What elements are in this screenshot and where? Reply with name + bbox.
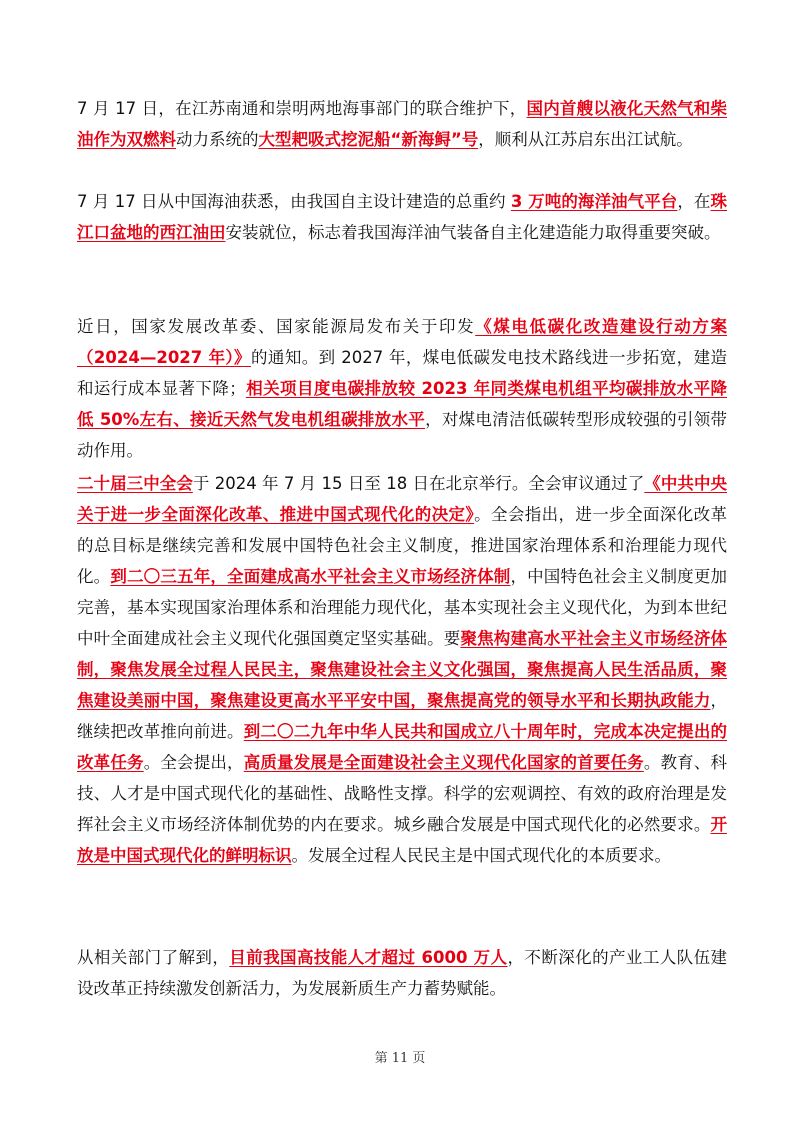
highlighted-text: 《煤电低碳化改造建设行动方案（2024—2027 年）》 xyxy=(77,317,728,367)
paragraph-skilled-talent xyxy=(77,942,727,1004)
paragraph-coal-power-plan xyxy=(77,311,727,466)
paragraph-oil-gas-platform xyxy=(77,186,727,248)
highlighted-text: 珠江口盆地的西江油田 xyxy=(77,192,728,242)
highlighted-text: 到二〇三五年，全面建成高水平社会主义市场经济体制 xyxy=(110,567,511,586)
body-text: 。全会提出， xyxy=(143,753,244,772)
highlighted-text: 开放是中国式现代化的鲜明标识 xyxy=(77,815,727,865)
highlighted-text: 高质量发展是全面建设社会主义现代化国家的首要任务 xyxy=(243,753,644,772)
body-text: 的通知。到 2027 年，煤电低碳发电技术路线进一步拓宽，建造和运行成本显著下降； xyxy=(77,348,727,398)
body-text: ，对煤电清洁低碳转型形成较强的引领带动作用。 xyxy=(77,410,728,460)
body-text: 近日，国家发展改革委、国家能源局发布关于印发 xyxy=(77,317,476,336)
body-text: ，中国特色社会主义制度更加完善，基本实现国家治理体系和治理能力现代化，基本实现社会主义现代化，为到本世纪中叶全面建成社会主义现代化强国奠定坚实基础。要 xyxy=(77,567,728,648)
body-text: 动力系统的 xyxy=(176,130,259,149)
body-text: 从相关部门了解到， xyxy=(77,948,230,967)
highlighted-text: 二十届三中全会 xyxy=(77,474,193,493)
body-text: 。发展全过程人民民主是中国式现代化的本质要求。 xyxy=(291,846,671,865)
highlighted-text: 相关项目度电碳排放较 2023 年同类煤电机组平均碳排放水平降低 50%左右、接近天然气发电机组碳排放水平 xyxy=(77,379,728,429)
page-number-footer: 第 11 页 xyxy=(374,1051,426,1066)
highlighted-text: 3 万吨的海洋油气平台 xyxy=(510,192,678,211)
body-text: ，顺利从江苏启东出江试航。 xyxy=(478,130,693,149)
paragraph-third-plenum xyxy=(77,468,727,871)
body-text: ，在 xyxy=(677,192,711,211)
body-text: ，不断深化的产业工人队伍建设改革正持续激发创新活力，为发展新质生产力蓄势赋能。 xyxy=(77,948,728,998)
highlighted-text: 聚焦构建高水平社会主义市场经济体制，聚焦发展全过程人民民主，聚焦建设社会主义文化强国，聚焦提高人民生活品质，聚焦建设美丽中国，聚焦建设更高水平平安中国，聚焦提高党的领导水平和长期执政能力 xyxy=(77,629,728,710)
body-text: ，继续把改革推向前进。 xyxy=(77,691,727,741)
body-text: 。全会指出，进一步全面深化改革的总目标是继续完善和发展中国特色社会主义制度，推进国家治理体系和治理能力现代化。 xyxy=(77,505,728,586)
highlighted-text: 《中共中央关于进一步全面深化改革、推进中国式现代化的决定》 xyxy=(77,474,728,524)
highlighted-text: 到二〇二九年中华人民共和国成立八十周年时，完成本决定提出的改革任务 xyxy=(77,722,728,772)
body-text: 于 2024 年 7 月 15 日至 18 日在北京举行。全会审议通过了 xyxy=(192,474,645,493)
paragraph-new-hai-xun-dredger xyxy=(77,93,727,155)
highlighted-text: 目前我国高技能人才超过 6000 万人 xyxy=(229,948,508,967)
body-text: 7 月 17 日，在江苏南通和崇明两地海事部门的联合维护下， xyxy=(77,99,527,118)
highlighted-text: 大型耙吸式挖泥船“新海鲟”号 xyxy=(258,130,479,149)
body-text: 安装就位，标志着我国海洋油气装备自主化建造能力取得重要突破。 xyxy=(225,223,721,242)
highlighted-text: 国内首艘以液化天然气和柴油作为双燃料 xyxy=(77,99,728,149)
body-text: 。教育、科技、人才是中国式现代化的基础性、战略性支撑。科学的宏观调控、有效的政府治理是发挥社会主义市场经济体制优势的内在要求。城乡融合发展是中国式现代化的必然要求。 xyxy=(77,753,728,834)
body-text: 7 月 17 日从中国海油获悉，由我国自主设计建造的总重约 xyxy=(77,192,511,211)
